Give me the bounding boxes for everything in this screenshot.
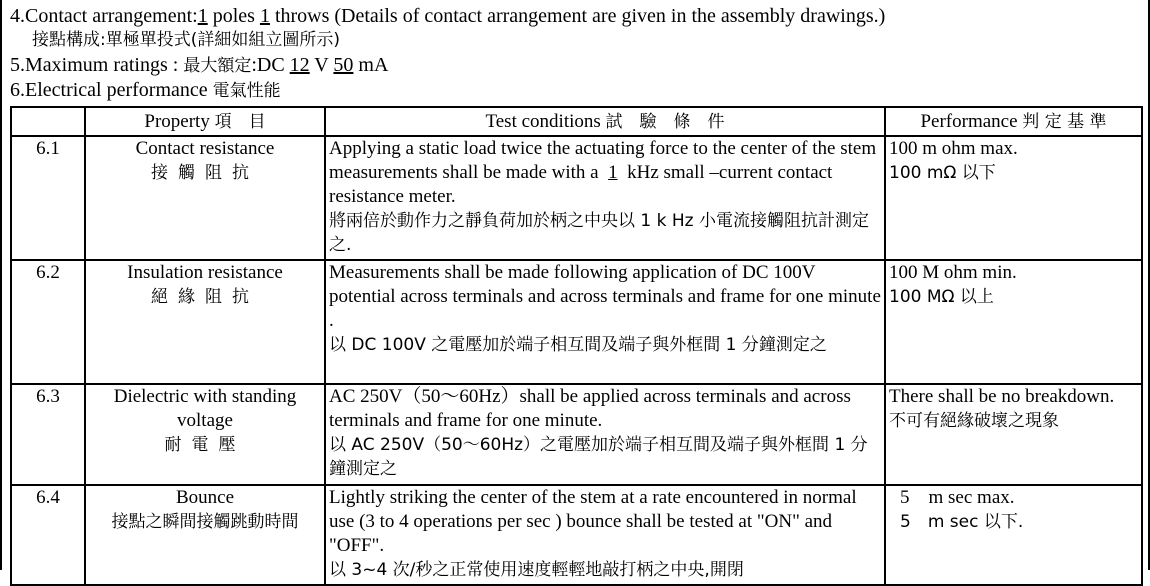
performance-zh: 5 m sec 以下. [900, 512, 1024, 532]
contact-arrangement-zh: 接點構成:單極單投式(詳細如組立圖所示) [32, 30, 340, 50]
header-test-zh: 試 驗 條 件 [605, 111, 725, 132]
property-name-zh: 耐電壓 [164, 435, 246, 455]
header-test-conditions [325, 107, 885, 136]
row-number: 6.1 [11, 136, 85, 260]
test-conditions-zh: 以 3~4 次/秒之正常使用速度輕輕地敲打柄之中央,開閉 [329, 560, 744, 580]
test-conditions-cell [325, 136, 885, 260]
table-row [11, 136, 1142, 260]
table-header-row [11, 107, 1142, 136]
property-cell [85, 136, 325, 260]
test-conditions-cell [325, 384, 885, 485]
header-performance [885, 107, 1142, 136]
property-name-zh: 接點之瞬間接觸跳動時間 [111, 512, 299, 532]
header-property [85, 107, 325, 136]
table-row [11, 485, 1142, 585]
test-conditions-cell [325, 485, 885, 585]
table-row [11, 384, 1142, 485]
contact-arrangement-note: throws (Details of contact arrangement are given in the assembly drawings.) [269, 5, 886, 27]
performance-zh: 100 mΩ 以下 [889, 163, 996, 183]
test-conditions-text-cont: kHz small –current contact resistance meter. [329, 162, 833, 207]
performance-text: There shall be no breakdown. [889, 386, 1115, 407]
property-name: Dielectric with standing voltage [113, 386, 297, 431]
performance-text: 100 M ohm min. [889, 262, 1017, 283]
performance-zh: 不可有絕緣破壞之現象 [889, 411, 1059, 431]
test-conditions-cell [325, 260, 885, 384]
performance-cell [885, 384, 1142, 485]
performance-text: 100 m ohm max. [889, 138, 1018, 159]
poles-value: 1 [197, 5, 208, 27]
test-conditions-zh: 以 AC 250V（50～60Hz）之電壓加於端子相互間及端子與外框間 1 分鐘測定之 [329, 435, 868, 479]
contact-arrangement-label: 4.Contact arrangement: [10, 5, 198, 27]
performance-cell [885, 136, 1142, 260]
property-cell [85, 384, 325, 485]
dc-label: :DC [251, 54, 290, 76]
row-number: 6.2 [11, 260, 85, 384]
property-name: Bounce [175, 487, 235, 508]
property-name-zh: 絕緣阻抗 [151, 287, 259, 307]
performance-zh: 100 MΩ 以上 [889, 287, 994, 307]
property-name: Insulation resistance [127, 262, 283, 283]
maximum-ratings-label: 5.Maximum ratings : [10, 54, 179, 76]
electrical-performance-line [10, 78, 281, 103]
performance-cell [885, 485, 1142, 585]
current-value: 50 [333, 54, 354, 76]
header-performance-label: Performance [920, 110, 1018, 132]
property-name-zh: 接觸阻抗 [151, 163, 259, 183]
test-frequency-value: 1 [608, 162, 618, 183]
poles-label: poles [207, 5, 260, 27]
test-conditions-zh: 將兩倍於動作力之靜負荷加於柄之中央以 1 k Hz 小電流接觸阻抗計測定之. [329, 211, 869, 255]
table-row [11, 260, 1142, 384]
test-conditions-text: Measurements shall be made following application of DC 100V potential across terminals and across terminals and frame for one minute . [329, 262, 881, 331]
voltage-unit: V [309, 54, 334, 76]
property-name: Contact resistance [135, 138, 275, 159]
current-unit: mA [353, 54, 389, 76]
voltage-value: 12 [289, 54, 310, 76]
electrical-performance-table [10, 106, 1143, 586]
contact-arrangement-line [10, 4, 885, 28]
test-conditions-text: Lightly striking the center of the stem at a rate encountered in normal use (3 to 4 operations per sec ) bounce shall be tested at "ON" and "OFF". [329, 487, 857, 556]
test-conditions-text: Applying a static load twice the actuating force to the center of the stem measurements shall be made with a [329, 138, 877, 183]
maximum-ratings-line [10, 53, 388, 78]
header-number-cell [11, 107, 85, 136]
test-conditions-text: AC 250V（50～60Hz）shall be applied across terminals and across terminals and frame for one minute. [329, 386, 851, 431]
header-property-zh: 項 目 [214, 111, 266, 132]
test-conditions-zh: 以 DC 100V 之電壓加於端子相互間及端子與外框間 1 分鐘測定之 [329, 335, 827, 355]
throws-value: 1 [259, 5, 270, 27]
row-number: 6.3 [11, 384, 85, 485]
maximum-ratings-zh: 最大額定 [183, 56, 252, 76]
row-number: 6.4 [11, 485, 85, 585]
property-cell [85, 485, 325, 585]
performance-cell [885, 260, 1142, 384]
header-property-label: Property [144, 110, 210, 132]
performance-text: 5 m sec max. [900, 487, 1015, 508]
electrical-performance-zh: 電氣性能 [212, 81, 281, 101]
header-test-label: Test conditions [485, 110, 601, 132]
property-cell [85, 260, 325, 384]
header-performance-zh: 判 定 基 準 [1022, 111, 1107, 132]
electrical-performance-label: 6.Electrical performance [10, 79, 208, 101]
